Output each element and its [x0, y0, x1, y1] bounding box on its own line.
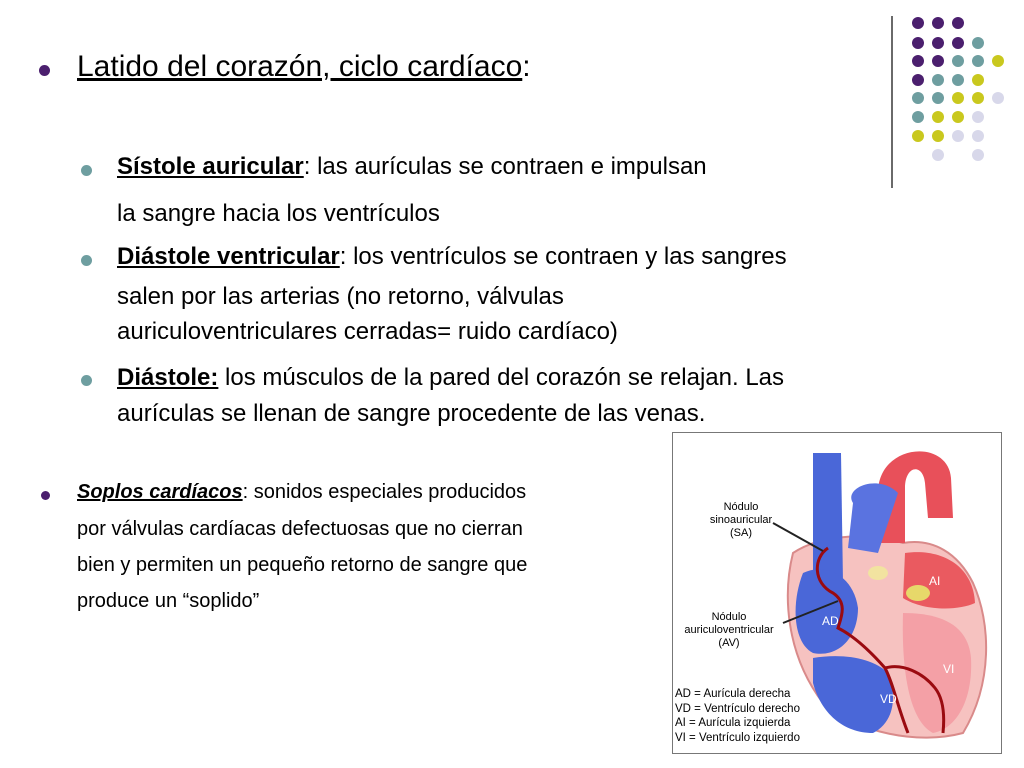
murmurs-item: Soplos cardíacos: sonidos especiales producidos — [77, 481, 527, 503]
sa-node-label: Nódulo sinoauricular (SA) — [709, 501, 773, 539]
label-vd: VD — [880, 692, 897, 706]
murmurs-line-2: por válvulas cardíacas defectuosas que no cierran — [77, 518, 523, 540]
slide-title: Latido del corazón, ciclo cardíaco: — [77, 50, 531, 83]
murmurs-term: Soplos cardíacos — [77, 481, 243, 503]
murmurs-line-4: produce un “soplido” — [77, 590, 260, 612]
murmurs-line-3: bien y permiten un pequeño retorno de sangre que — [77, 554, 528, 576]
heart-diagram — [672, 432, 1002, 754]
diastole-item: Diástole: los músculos de la pared del corazón se relajan. Las — [117, 364, 785, 391]
diastole-term: Diástole: — [117, 364, 219, 391]
label-vi: VI — [943, 662, 955, 676]
ventricular-line-3: auriculoventriculares cerradas= ruido cardíaco) — [117, 318, 618, 345]
ventricular-term: Diástole ventricular — [117, 243, 340, 270]
systole-term: Sístole auricular — [117, 153, 304, 180]
bullet-icon — [81, 375, 92, 386]
divider-line — [891, 16, 893, 188]
slide-title-text: Latido del corazón, ciclo cardíaco — [77, 50, 523, 83]
systole-item: Sístole auricular: las aurículas se contraen e impulsan — [117, 153, 707, 180]
systole-line-2: la sangre hacia los ventrículos — [117, 200, 440, 227]
label-ai: AI — [929, 574, 941, 588]
heading-bullet-icon — [39, 65, 50, 76]
ventricular-item: Diástole ventricular: los ventrículos se contraen y las sangres — [117, 243, 787, 270]
label-ad: AD — [822, 614, 839, 628]
ventricular-line-2: salen por las arterias (no retorno, válvulas — [117, 283, 564, 310]
diastole-line-2: aurículas se llenan de sangre procedente de las venas. — [117, 400, 706, 427]
diagram-legend: AD = Aurícula derecha VD = Ventrículo derecho AI = Aurícula izquierda VI = Ventrículo izquierdo — [675, 688, 800, 744]
valve — [868, 566, 888, 580]
av-node-label: Nódulo auriculoventricular (AV) — [684, 611, 774, 649]
valve — [906, 585, 930, 601]
bullet-icon — [81, 165, 92, 176]
murmurs-bullet-icon — [41, 491, 50, 500]
bullet-icon — [81, 255, 92, 266]
